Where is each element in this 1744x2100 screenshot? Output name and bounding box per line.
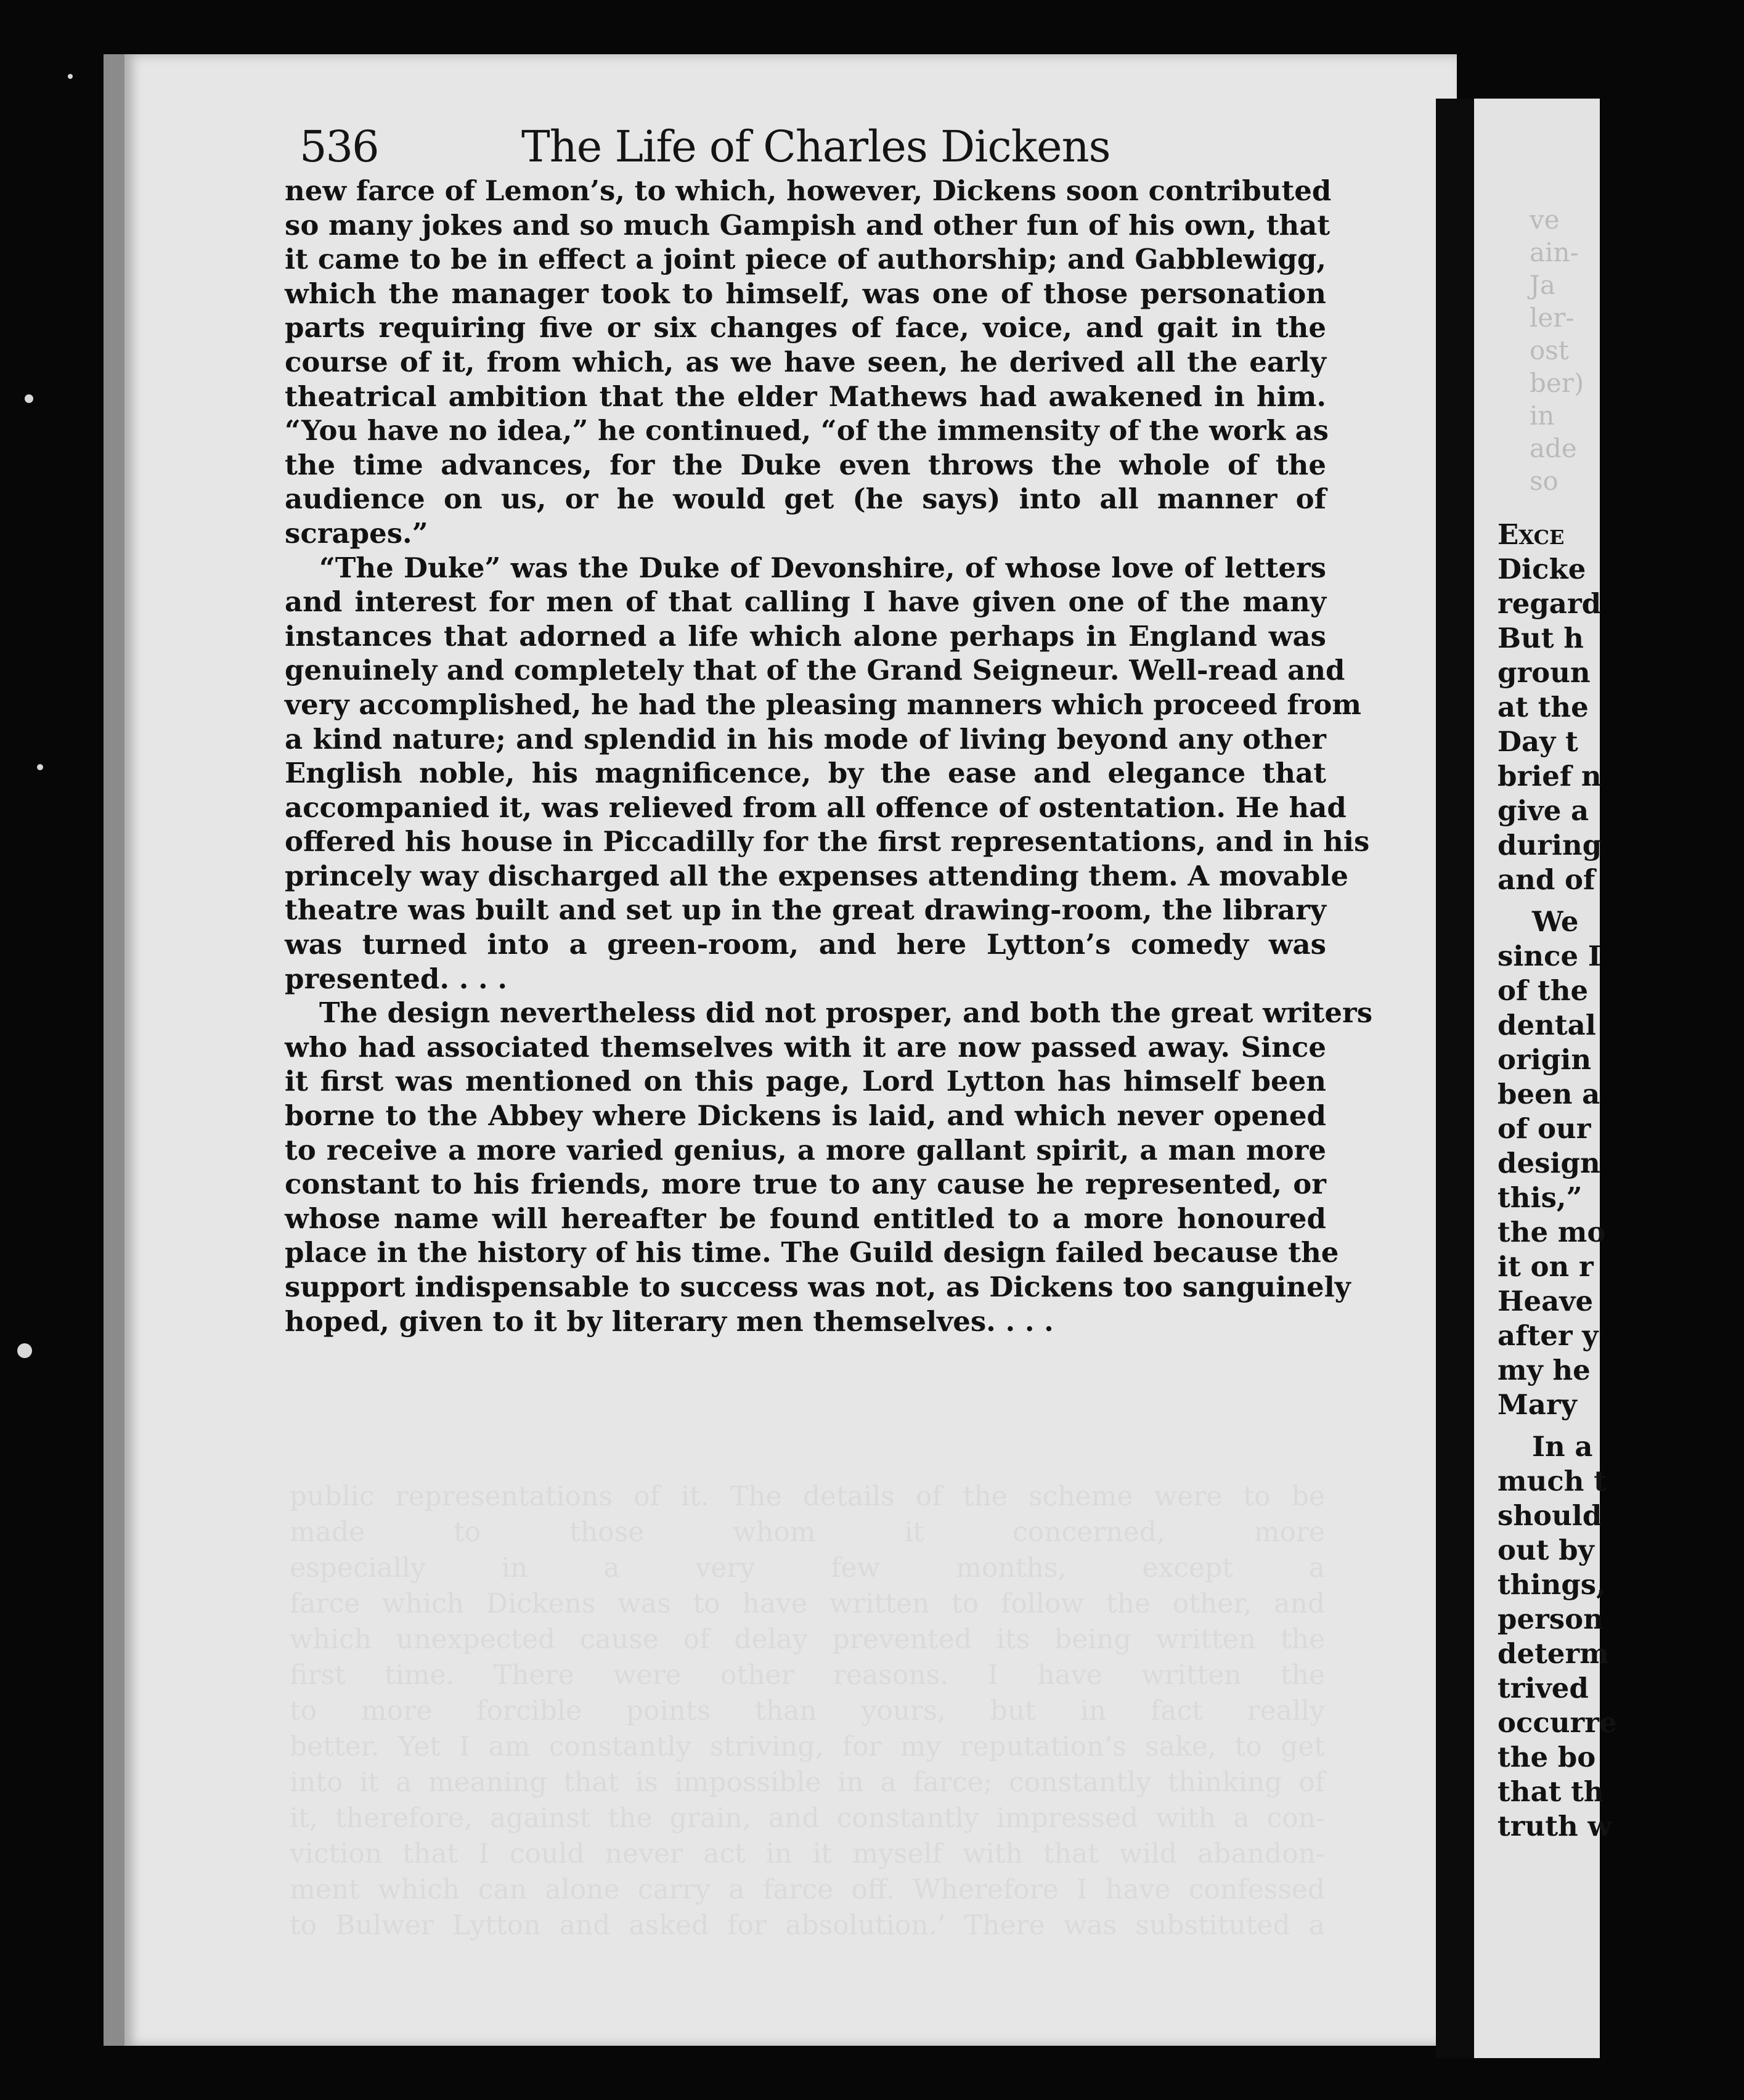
text-line: accompanied it, was relieved from all offence of ostentation. He had	[285, 791, 1347, 824]
scan-speck	[25, 394, 33, 403]
right-page-line: Exce	[1497, 518, 1565, 551]
right-page-line: But h	[1497, 622, 1584, 654]
scan-speck	[17, 1343, 32, 1358]
text-line: offered his house in Piccadilly for the first representations, and in his	[285, 825, 1370, 858]
text-line: support indispensable to success was not, as Dickens too sanguinely	[285, 1271, 1351, 1303]
text-line: place in the history of his time. The Guild design failed because the	[285, 1236, 1339, 1269]
right-page-line: In a	[1532, 1430, 1593, 1463]
right-page-line: person	[1497, 1603, 1603, 1635]
text-line: instances that adorned a life which alone perhaps in England was	[285, 619, 1326, 653]
right-page-line: of the	[1497, 974, 1589, 1007]
book-gutter	[1436, 99, 1474, 2058]
right-page-line: the bo	[1497, 1741, 1596, 1773]
scan-speck	[37, 764, 43, 770]
page-number: 536	[299, 121, 378, 172]
right-page-line: We	[1532, 905, 1579, 938]
text-line: theatrical ambition that the elder Mathews had awakened in him.	[285, 380, 1326, 413]
right-page	[1474, 99, 1617, 2058]
right-page-line: that th	[1497, 1775, 1604, 1808]
page-header	[299, 116, 1119, 177]
scan-speck	[68, 74, 73, 79]
right-page-line: Day t	[1497, 725, 1578, 758]
right-page-line: been a	[1497, 1078, 1600, 1110]
text-line: so many jokes and so much Gampish and other fun of his own, that	[285, 208, 1330, 242]
right-page-bleed-through: ve ain- Ja ler- ost ber) in ade so	[1530, 205, 1584, 496]
right-page-line: out by	[1497, 1534, 1594, 1566]
right-page-line: should	[1497, 1499, 1602, 1532]
text-line: “You have no idea,” he continued, “of the immensity of the work as	[285, 414, 1329, 447]
text-line: genuinely and completely that of the Grand Seigneur. Well-read and	[285, 654, 1345, 687]
text-line: English noble, his magnificence, by the ease and elegance that	[285, 757, 1326, 790]
right-page-line: Heave	[1497, 1285, 1594, 1317]
right-page-line: regard	[1497, 587, 1602, 620]
right-page-line: and of	[1497, 863, 1595, 896]
text-line: audience on us, or he would get (he says) into all manner of	[285, 482, 1326, 516]
right-page-line: origin	[1497, 1043, 1592, 1076]
text-line: course of it, from which, as we have seen, he derived all the early	[285, 345, 1326, 378]
text-line: The design nevertheless did not prosper, and both the great writers	[319, 996, 1373, 1030]
text-line: new farce of Lemon’s, to which, however, Dickens soon contributed	[285, 174, 1332, 207]
right-page-line: dental	[1497, 1009, 1596, 1041]
right-page-line: it on r	[1497, 1250, 1594, 1283]
text-line: who had associated themselves with it are now passed away. Since	[285, 1030, 1326, 1064]
text-line: which the manager took to himself, was one of those personation	[285, 277, 1326, 310]
running-title: The Life of Charles Dickens	[521, 121, 1110, 172]
right-page-line: much t	[1497, 1465, 1607, 1497]
text-line: theatre was built and set up in the great drawing-room, the library	[285, 893, 1326, 927]
text-line: it first was mentioned on this page, Lord Lytton has himself been	[285, 1065, 1326, 1098]
right-page-line: after y	[1497, 1319, 1599, 1352]
right-page-line: Mary	[1497, 1388, 1577, 1421]
text-line: parts requiring five or six changes of face, voice, and gait in the	[285, 311, 1326, 344]
right-page-line: truth w	[1497, 1810, 1612, 1842]
text-line: hoped, given to it by literary men themselves. . . .	[285, 1304, 1054, 1338]
right-page-line: my he	[1497, 1354, 1591, 1386]
text-line: whose name will hereafter be found entitled to a more honoured	[285, 1202, 1326, 1235]
right-page-line: Dicke	[1497, 553, 1586, 585]
text-line: the time advances, for the Duke even throws the whole of the	[285, 448, 1326, 481]
text-line: borne to the Abbey where Dickens is laid, and which never opened	[285, 1099, 1326, 1133]
right-page-line: the mo	[1497, 1216, 1606, 1248]
text-line: it came to be in effect a joint piece of authorship; and Gabblewigg,	[285, 243, 1326, 276]
body-text	[285, 174, 1373, 1338]
right-page-line: trived	[1497, 1672, 1589, 1704]
right-page-line: this,”	[1497, 1181, 1583, 1214]
text-line: scrapes.”	[285, 516, 428, 550]
text-line: princely way discharged all the expenses attending them. A movable	[285, 859, 1349, 892]
right-page-line: during	[1497, 829, 1602, 861]
text-line: very accomplished, he had the pleasing manners which proceed from	[285, 688, 1362, 721]
right-page-line: occurre	[1497, 1706, 1617, 1739]
right-page-line: determ	[1497, 1637, 1609, 1670]
bleed-through-text: public representations of it. The details of the scheme were to be made to those whom it concerned, more especially in a very few months, except a farce which Dickens was to have written to follow the other, and which unexpected cause of delay prevented its being written the first time. There were other reasons. I have written the to more forcible points than yours, but in fact really better. Yet I am constantly striving, for my reputation’s sake, to get into it a meaning that is impossible in a farce; constantly thinking of it, therefore, against the grain, and constantly impressed with a con- viction that I could never act in it myself with that wild abandon- ment which can alone carry a farce off. Wherefore I have confessed to Bulwer Lytton and asked for absolution.’ There was substituted a	[290, 1481, 1325, 1941]
right-page-line: of our	[1497, 1112, 1591, 1145]
right-page-line: design	[1497, 1147, 1600, 1179]
text-line: “The Duke” was the Duke of Devonshire, of whose love of letters	[319, 551, 1326, 584]
right-page-line: things,	[1497, 1568, 1606, 1601]
right-page-line: since I	[1497, 940, 1601, 972]
right-page-line: at the	[1497, 691, 1589, 723]
right-page-line: brief n	[1497, 760, 1602, 792]
text-line: was turned into a green-room, and here Lytton’s comedy was	[285, 928, 1326, 961]
text-line: a kind nature; and splendid in his mode of living beyond any other	[285, 722, 1326, 755]
text-line: constant to his friends, more true to any cause he represented, or	[285, 1168, 1326, 1201]
text-line: presented. . . .	[285, 962, 508, 995]
right-page-line: groun	[1497, 656, 1591, 689]
text-line: to receive a more varied genius, a more gallant spirit, a man more	[285, 1133, 1326, 1166]
text-line: and interest for men of that calling I have given one of the many	[285, 585, 1326, 619]
right-page-line: give a	[1497, 794, 1589, 827]
